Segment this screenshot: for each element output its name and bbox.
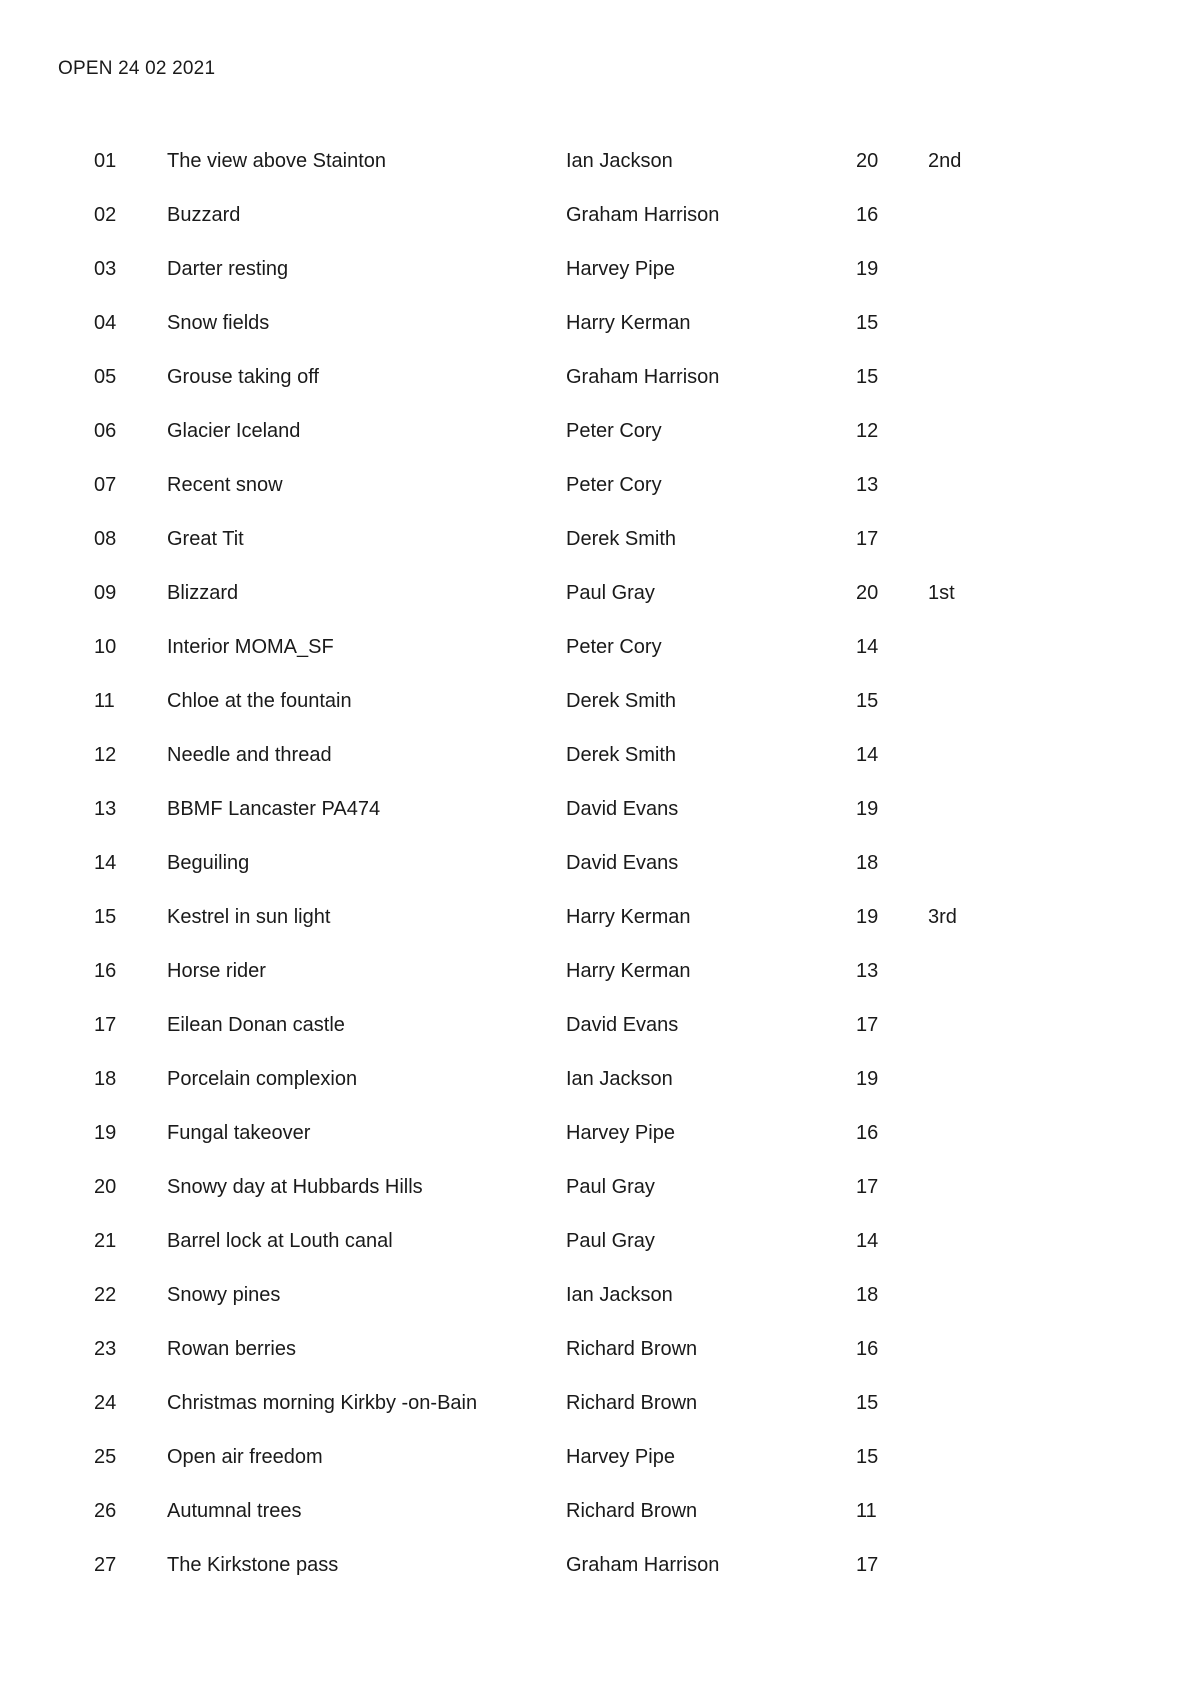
entry-number: 09 (94, 582, 117, 604)
entry-author: David Evans (566, 1014, 679, 1036)
entry-number: 15 (94, 906, 117, 928)
entry-author: Graham Harrison (566, 1554, 720, 1576)
table-row (0, 516, 1190, 570)
entry-score: 19 (856, 1068, 879, 1090)
entry-score: 15 (856, 1392, 879, 1414)
entry-author: Paul Gray (566, 582, 655, 604)
entry-score: 19 (856, 258, 879, 280)
entry-number: 02 (94, 204, 117, 226)
table-row (0, 1056, 1190, 1110)
entry-number: 07 (94, 474, 117, 496)
entry-number: 20 (94, 1176, 117, 1198)
table-row (0, 462, 1190, 516)
entry-number: 26 (94, 1500, 117, 1522)
entry-title: Interior MOMA_SF (167, 636, 334, 658)
entry-number: 12 (94, 744, 117, 766)
entry-author: Graham Harrison (566, 204, 720, 226)
entry-score: 18 (856, 852, 879, 874)
entry-title: Great Tit (167, 528, 244, 550)
entry-score: 13 (856, 960, 879, 982)
entry-score: 17 (856, 528, 879, 550)
table-row (0, 840, 1190, 894)
entry-number: 18 (94, 1068, 117, 1090)
entry-title: Eilean Donan castle (167, 1014, 345, 1036)
table-row (0, 1002, 1190, 1056)
entry-score: 18 (856, 1284, 879, 1306)
entry-author: Graham Harrison (566, 366, 720, 388)
table-row (0, 192, 1190, 246)
entry-number: 13 (94, 798, 117, 820)
table-row (0, 246, 1190, 300)
table-row (0, 1164, 1190, 1218)
table-row (0, 1434, 1190, 1488)
entry-score: 12 (856, 420, 879, 442)
table-row (0, 894, 1190, 948)
entry-number: 01 (94, 150, 117, 172)
entry-score: 14 (856, 636, 879, 658)
entry-number: 14 (94, 852, 117, 874)
entry-author: Harry Kerman (566, 906, 691, 928)
entry-score: 20 (856, 150, 879, 172)
table-row (0, 1380, 1190, 1434)
entry-number: 03 (94, 258, 117, 280)
entry-title: Blizzard (167, 582, 239, 604)
entry-score: 14 (856, 744, 879, 766)
table-row (0, 948, 1190, 1002)
entry-author: Harvey Pipe (566, 1446, 675, 1468)
entry-placing: 3rd (928, 906, 957, 928)
entry-placing: 1st (928, 582, 955, 604)
entry-score: 15 (856, 366, 879, 388)
entry-score: 15 (856, 690, 879, 712)
table-row (0, 138, 1190, 192)
table-row (0, 732, 1190, 786)
document-title: OPEN 24 02 2021 (58, 58, 216, 79)
table-row (0, 1488, 1190, 1542)
entry-author: David Evans (566, 798, 679, 820)
entry-title: Open air freedom (167, 1446, 323, 1468)
entry-title: Fungal takeover (167, 1122, 311, 1144)
table-row (0, 786, 1190, 840)
table-row (0, 1272, 1190, 1326)
table-row (0, 1218, 1190, 1272)
entry-score: 15 (856, 1446, 879, 1468)
entry-score: 19 (856, 798, 879, 820)
entry-score: 14 (856, 1230, 879, 1252)
table-row (0, 408, 1190, 462)
entry-title: Kestrel in sun light (167, 906, 331, 928)
entry-author: Ian Jackson (566, 1068, 673, 1090)
table-row (0, 678, 1190, 732)
entry-author: Richard Brown (566, 1338, 698, 1360)
entry-score: 17 (856, 1176, 879, 1198)
entry-author: Peter Cory (566, 636, 662, 658)
entry-title: BBMF Lancaster PA474 (167, 798, 381, 820)
entry-author: Harry Kerman (566, 960, 691, 982)
entry-number: 10 (94, 636, 117, 658)
entry-number: 16 (94, 960, 117, 982)
table-row (0, 1326, 1190, 1380)
entry-title: Buzzard (167, 204, 241, 226)
entry-number: 23 (94, 1338, 117, 1360)
entry-author: Derek Smith (566, 744, 677, 766)
entry-number: 04 (94, 312, 117, 334)
entry-title: Snow fields (167, 312, 270, 334)
entry-score: 11 (856, 1500, 877, 1522)
entry-author: Harvey Pipe (566, 258, 675, 280)
entry-author: Peter Cory (566, 420, 662, 442)
entry-title: Christmas morning Kirkby -on-Bain (167, 1392, 478, 1414)
entry-title: Chloe at the fountain (167, 690, 352, 712)
entry-author: David Evans (566, 852, 679, 874)
entry-title: Glacier Iceland (167, 420, 301, 442)
entry-number: 06 (94, 420, 117, 442)
entry-score: 16 (856, 1122, 879, 1144)
entry-number: 19 (94, 1122, 117, 1144)
entry-number: 25 (94, 1446, 117, 1468)
entry-author: Ian Jackson (566, 150, 673, 172)
entry-author: Ian Jackson (566, 1284, 673, 1306)
entry-title: Barrel lock at Louth canal (167, 1230, 393, 1252)
entry-author: Richard Brown (566, 1392, 698, 1414)
entry-number: 27 (94, 1554, 117, 1576)
entry-author: Paul Gray (566, 1176, 655, 1198)
table-row (0, 624, 1190, 678)
entry-number: 22 (94, 1284, 117, 1306)
entry-score: 17 (856, 1014, 879, 1036)
entry-author: Derek Smith (566, 528, 677, 550)
entry-title: The Kirkstone pass (167, 1554, 339, 1576)
entry-author: Harry Kerman (566, 312, 691, 334)
entry-title: Beguiling (167, 852, 250, 874)
entry-title: Rowan berries (167, 1338, 296, 1360)
table-row (0, 1542, 1190, 1596)
entry-number: 11 (94, 690, 115, 712)
entry-score: 16 (856, 204, 879, 226)
entry-score: 20 (856, 582, 879, 604)
entry-score: 15 (856, 312, 879, 334)
entry-score: 19 (856, 906, 879, 928)
entry-title: Horse rider (167, 960, 266, 982)
entry-author: Harvey Pipe (566, 1122, 675, 1144)
entry-title: Autumnal trees (167, 1500, 302, 1522)
entry-title: Recent snow (167, 474, 283, 496)
table-row (0, 354, 1190, 408)
entry-score: 17 (856, 1554, 879, 1576)
table-row (0, 300, 1190, 354)
entry-number: 24 (94, 1392, 117, 1414)
entry-number: 08 (94, 528, 117, 550)
entry-author: Paul Gray (566, 1230, 655, 1252)
entry-placing: 2nd (928, 150, 962, 172)
table-row (0, 1110, 1190, 1164)
entry-title: Grouse taking off (167, 366, 319, 388)
entry-title: The view above Stainton (167, 150, 387, 172)
entry-author: Peter Cory (566, 474, 662, 496)
entry-title: Porcelain complexion (167, 1068, 358, 1090)
entry-score: 16 (856, 1338, 879, 1360)
entry-title: Darter resting (167, 258, 289, 280)
entry-title: Snowy day at Hubbards Hills (167, 1176, 423, 1198)
table-row (0, 570, 1190, 624)
entry-score: 13 (856, 474, 879, 496)
results-list (0, 138, 1190, 1596)
entry-title: Needle and thread (167, 744, 332, 766)
entry-number: 17 (94, 1014, 117, 1036)
entry-title: Snowy pines (167, 1284, 281, 1306)
entry-author: Derek Smith (566, 690, 677, 712)
entry-number: 05 (94, 366, 117, 388)
entry-author: Richard Brown (566, 1500, 698, 1522)
entry-number: 21 (94, 1230, 117, 1252)
